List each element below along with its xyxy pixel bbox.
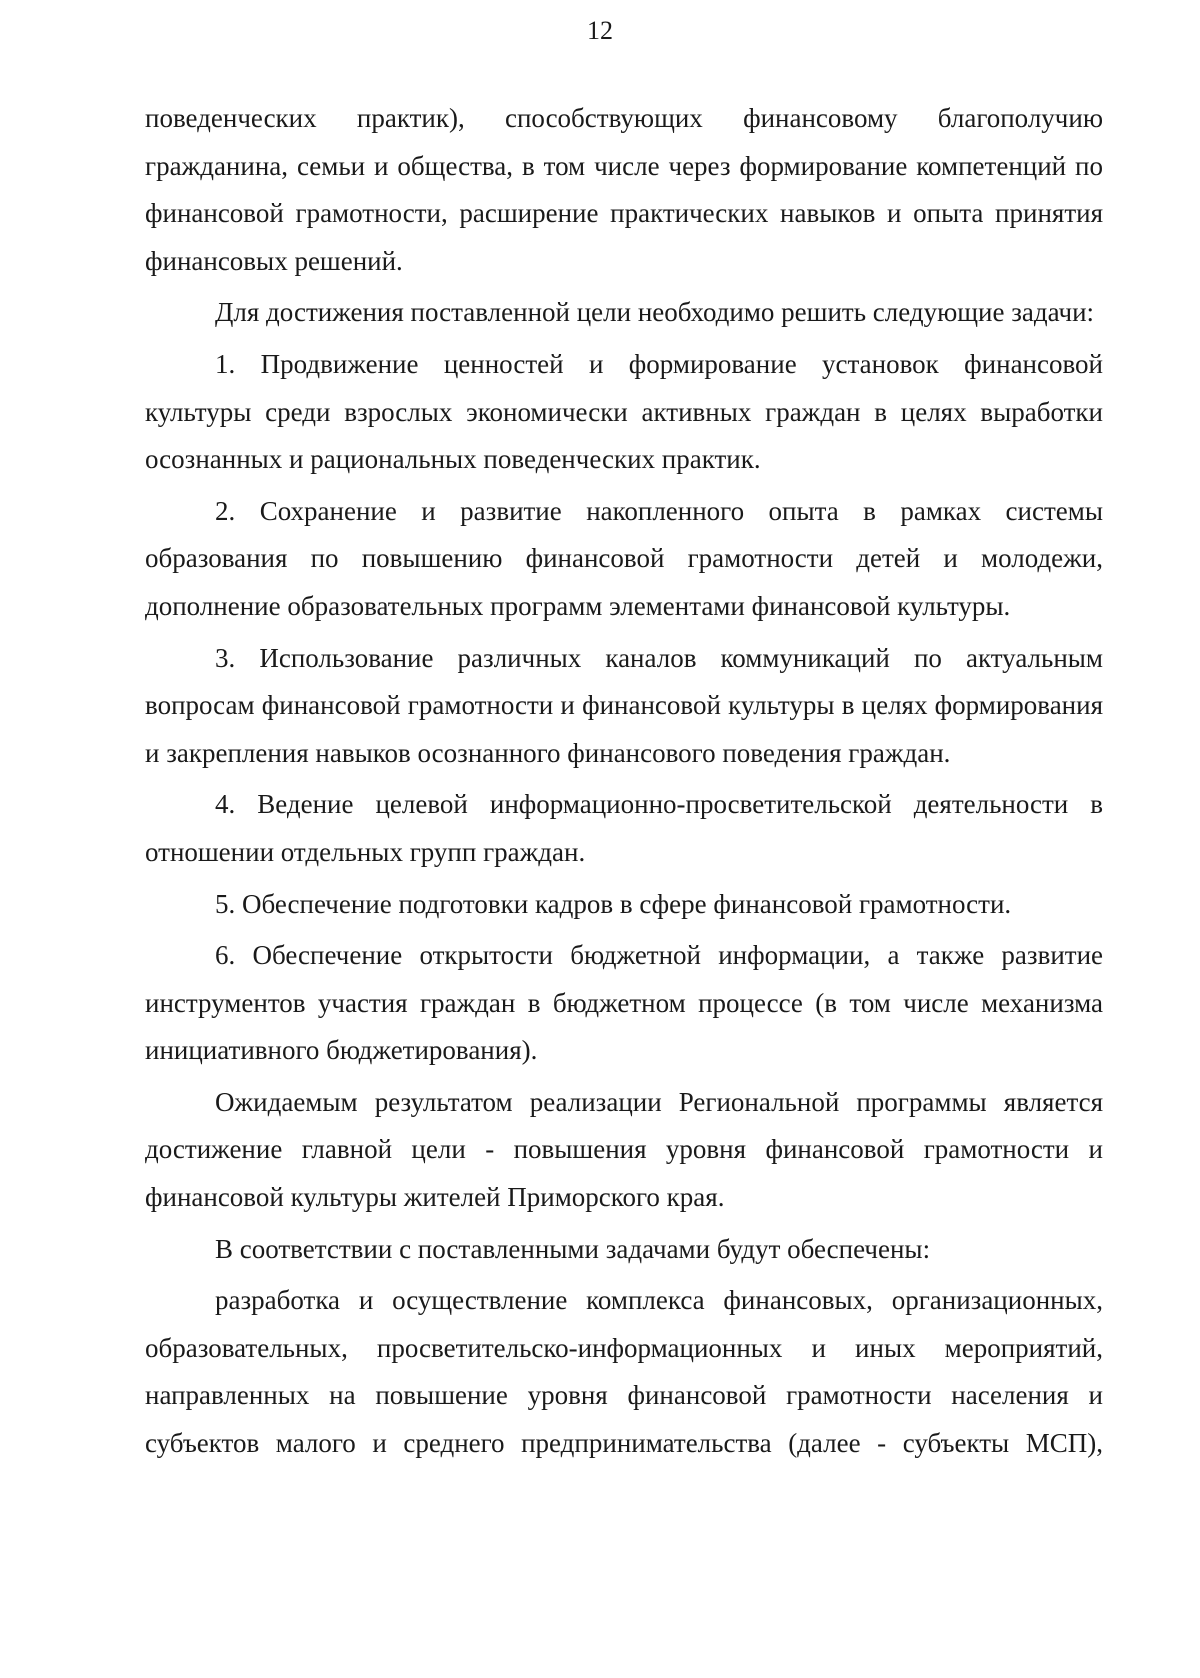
paragraph-task-4: 4. Ведение целевой информационно-просветительской деятельности в отношении отдельных групп граждан. (145, 789, 1103, 867)
paragraph-task-2: 2. Сохранение и развитие накопленного опыта в рамках системы образования по повышению финансовой грамотности детей и молодежи, дополнение образовательных программ элементами финансовой культуры. (145, 495, 1103, 621)
paragraph-task-6: 6. Обеспечение открытости бюджетной информации, а также развитие инструментов участия граждан в бюджетном процессе (в том числе механизма инициативного бюджетирования). (145, 940, 1103, 1066)
paragraph-provisions-intro: В соответствии с поставленными задачами будут обеспечены: (215, 1233, 931, 1264)
document-body (145, 95, 1103, 1472)
paragraph-task-5: 5. Обеспечение подготовки кадров в сфере финансовой грамотности. (215, 888, 1012, 919)
paragraph-continuation: поведенческих практик), способствующих финансовому благополучию гражданина, семьи и общества, в том числе через формирование компетенций по финансовой грамотности, расширение практических навыков и опыта принятия финансовых решений. (145, 103, 1103, 276)
paragraph-tasks-intro: Для достижения поставленной цели необходимо решить следующие задачи: (215, 297, 1095, 328)
paragraph-task-3: 3. Использование различных каналов коммуникаций по актуальным вопросам финансовой грамотности и финансовой культуры в целях формирования и закрепления навыков осознанного финансового поведения граждан. (145, 642, 1103, 768)
page-number: 12 (587, 16, 613, 45)
paragraph-expected-result: Ожидаемым результатом реализации Региональной программы является достижение главной цели - повышения уровня финансовой грамотности и финансовой культуры жителей Приморского края. (145, 1086, 1103, 1213)
paragraph-task-1: 1. Продвижение ценностей и формирование установок финансовой культуры среди взрослых экономически активных граждан в целях выработки осознанных и рациональных поведенческих практик. (145, 348, 1103, 475)
paragraph-provisions-item: разработка и осуществление комплекса финансовых, организационных, образовательных, просветительско-информационных и иных мероприятий, направленных на повышение уровня финансовой грамотности населения и субъектов малого и среднего предпринимательства (далее - субъекты МСП), (145, 1285, 1103, 1459)
